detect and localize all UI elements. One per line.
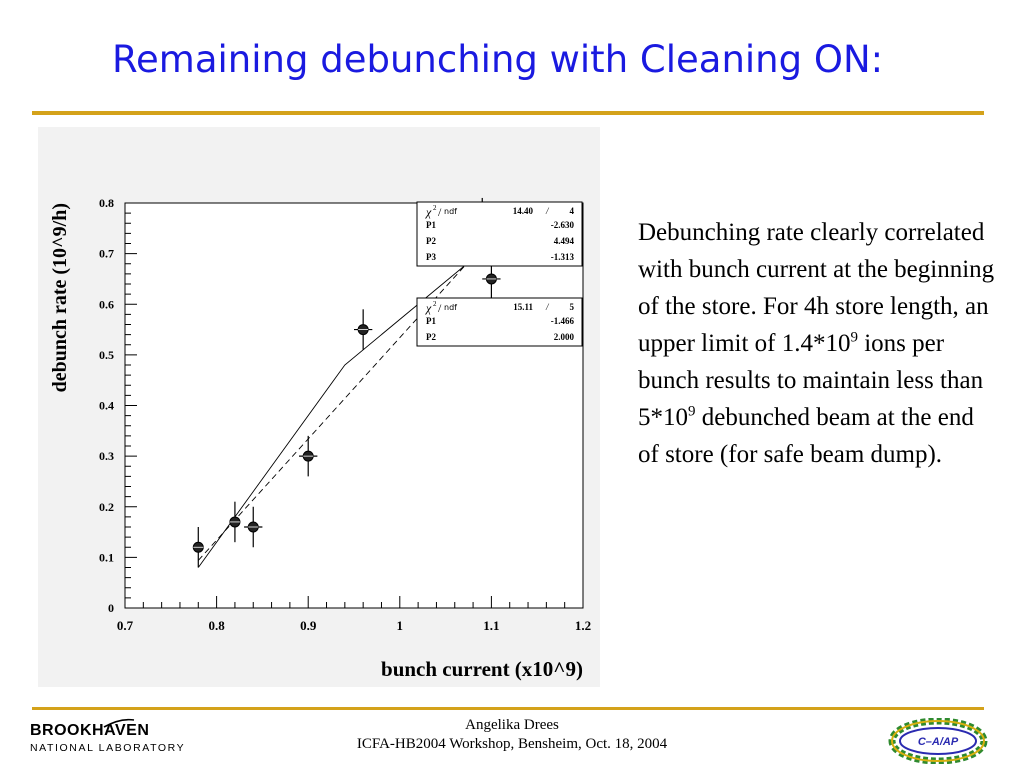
fit-param-value: -2.630 (550, 220, 574, 230)
stats-slash: / (546, 206, 549, 216)
y-tick-label: 0.4 (99, 398, 114, 413)
description-text (638, 214, 998, 473)
y-tick-label: 0.8 (99, 196, 114, 210)
footer-author: Angelika Drees (465, 717, 559, 733)
fit-param-value: -1.466 (550, 316, 574, 326)
x-axis-title: bunch current (x10^9) (381, 657, 583, 681)
x-tick-label: 1.2 (574, 618, 592, 633)
y-axis-title: debunch rate (10^9/h) (49, 203, 71, 393)
stats-slash: / (438, 301, 442, 315)
ndf-label: ndf (444, 207, 457, 216)
exponent-1: 9 (850, 329, 858, 346)
y-tick-label: 0.1 (99, 550, 114, 565)
x-tick-label: 0.7 (116, 618, 134, 633)
fit-param-value: 4.494 (553, 236, 574, 246)
brookhaven-logo-name: BROOKHAVEN (30, 722, 150, 739)
chi2-value: 14.40 (512, 206, 533, 216)
chi-symbol: χ (426, 301, 432, 315)
chi-superscript: 2 (433, 204, 437, 212)
y-tick-label: 0.5 (99, 347, 114, 362)
footer-divider (32, 707, 984, 710)
cad-logo (888, 718, 988, 764)
plot-panel (38, 127, 600, 687)
x-tick-label: 1 (396, 618, 404, 633)
ndf-value: 4 (569, 206, 574, 216)
exponent-2: 9 (688, 403, 696, 420)
ndf-label: ndf (444, 303, 457, 312)
x-tick-label: 1.1 (483, 618, 500, 633)
fit-param-name: P2 (426, 236, 436, 246)
fit-chart (38, 127, 600, 687)
fit-param-value: -1.313 (550, 252, 574, 262)
chi2-value: 15.11 (513, 302, 533, 312)
y-tick-label: 0 (108, 601, 114, 615)
fit-param-name: P3 (426, 252, 436, 262)
fit-param-name: P1 (426, 316, 436, 326)
stats-slash: / (438, 205, 442, 219)
chi-superscript: 2 (433, 300, 437, 308)
fit-param-name: P1 (426, 220, 436, 230)
fit-stats-box (417, 202, 582, 266)
fit-stats-box (417, 298, 582, 346)
fit-param-name: P2 (426, 332, 436, 342)
desc-part-2: ions per bunch results to maintain less than 5*10 (638, 330, 984, 431)
y-tick-label: 0.6 (99, 297, 114, 312)
x-tick-label: 0.8 (208, 618, 225, 633)
slide-title: Remaining debunching with Cleaning ON: (112, 38, 884, 81)
ndf-value: 5 (569, 302, 574, 312)
stats-slash: / (546, 302, 549, 312)
cad-logo-text: C–A/AP (917, 736, 959, 748)
title-divider (32, 111, 984, 115)
fit-param-value: 2.000 (553, 332, 574, 342)
y-tick-label: 0.7 (99, 246, 114, 261)
x-tick-label: 0.9 (300, 618, 317, 633)
desc-part-1: Debunching rate clearly correlated with bunch current at the beginning of the store. For 4h store length, an upper limit of 1.4*10 (638, 219, 995, 357)
y-tick-label: 0.2 (99, 499, 114, 514)
y-tick-label: 0.3 (99, 449, 114, 464)
desc-part-3: debunched beam at the end of store (for safe beam dump). (638, 404, 974, 468)
brookhaven-logo-subtitle: NATIONAL LABORATORY (30, 742, 186, 754)
footer-event: ICFA-HB2004 Workshop, Bensheim, Oct. 18, 2004 (356, 736, 668, 752)
footer-credit (0, 716, 1024, 754)
chi-symbol: χ (426, 205, 432, 219)
